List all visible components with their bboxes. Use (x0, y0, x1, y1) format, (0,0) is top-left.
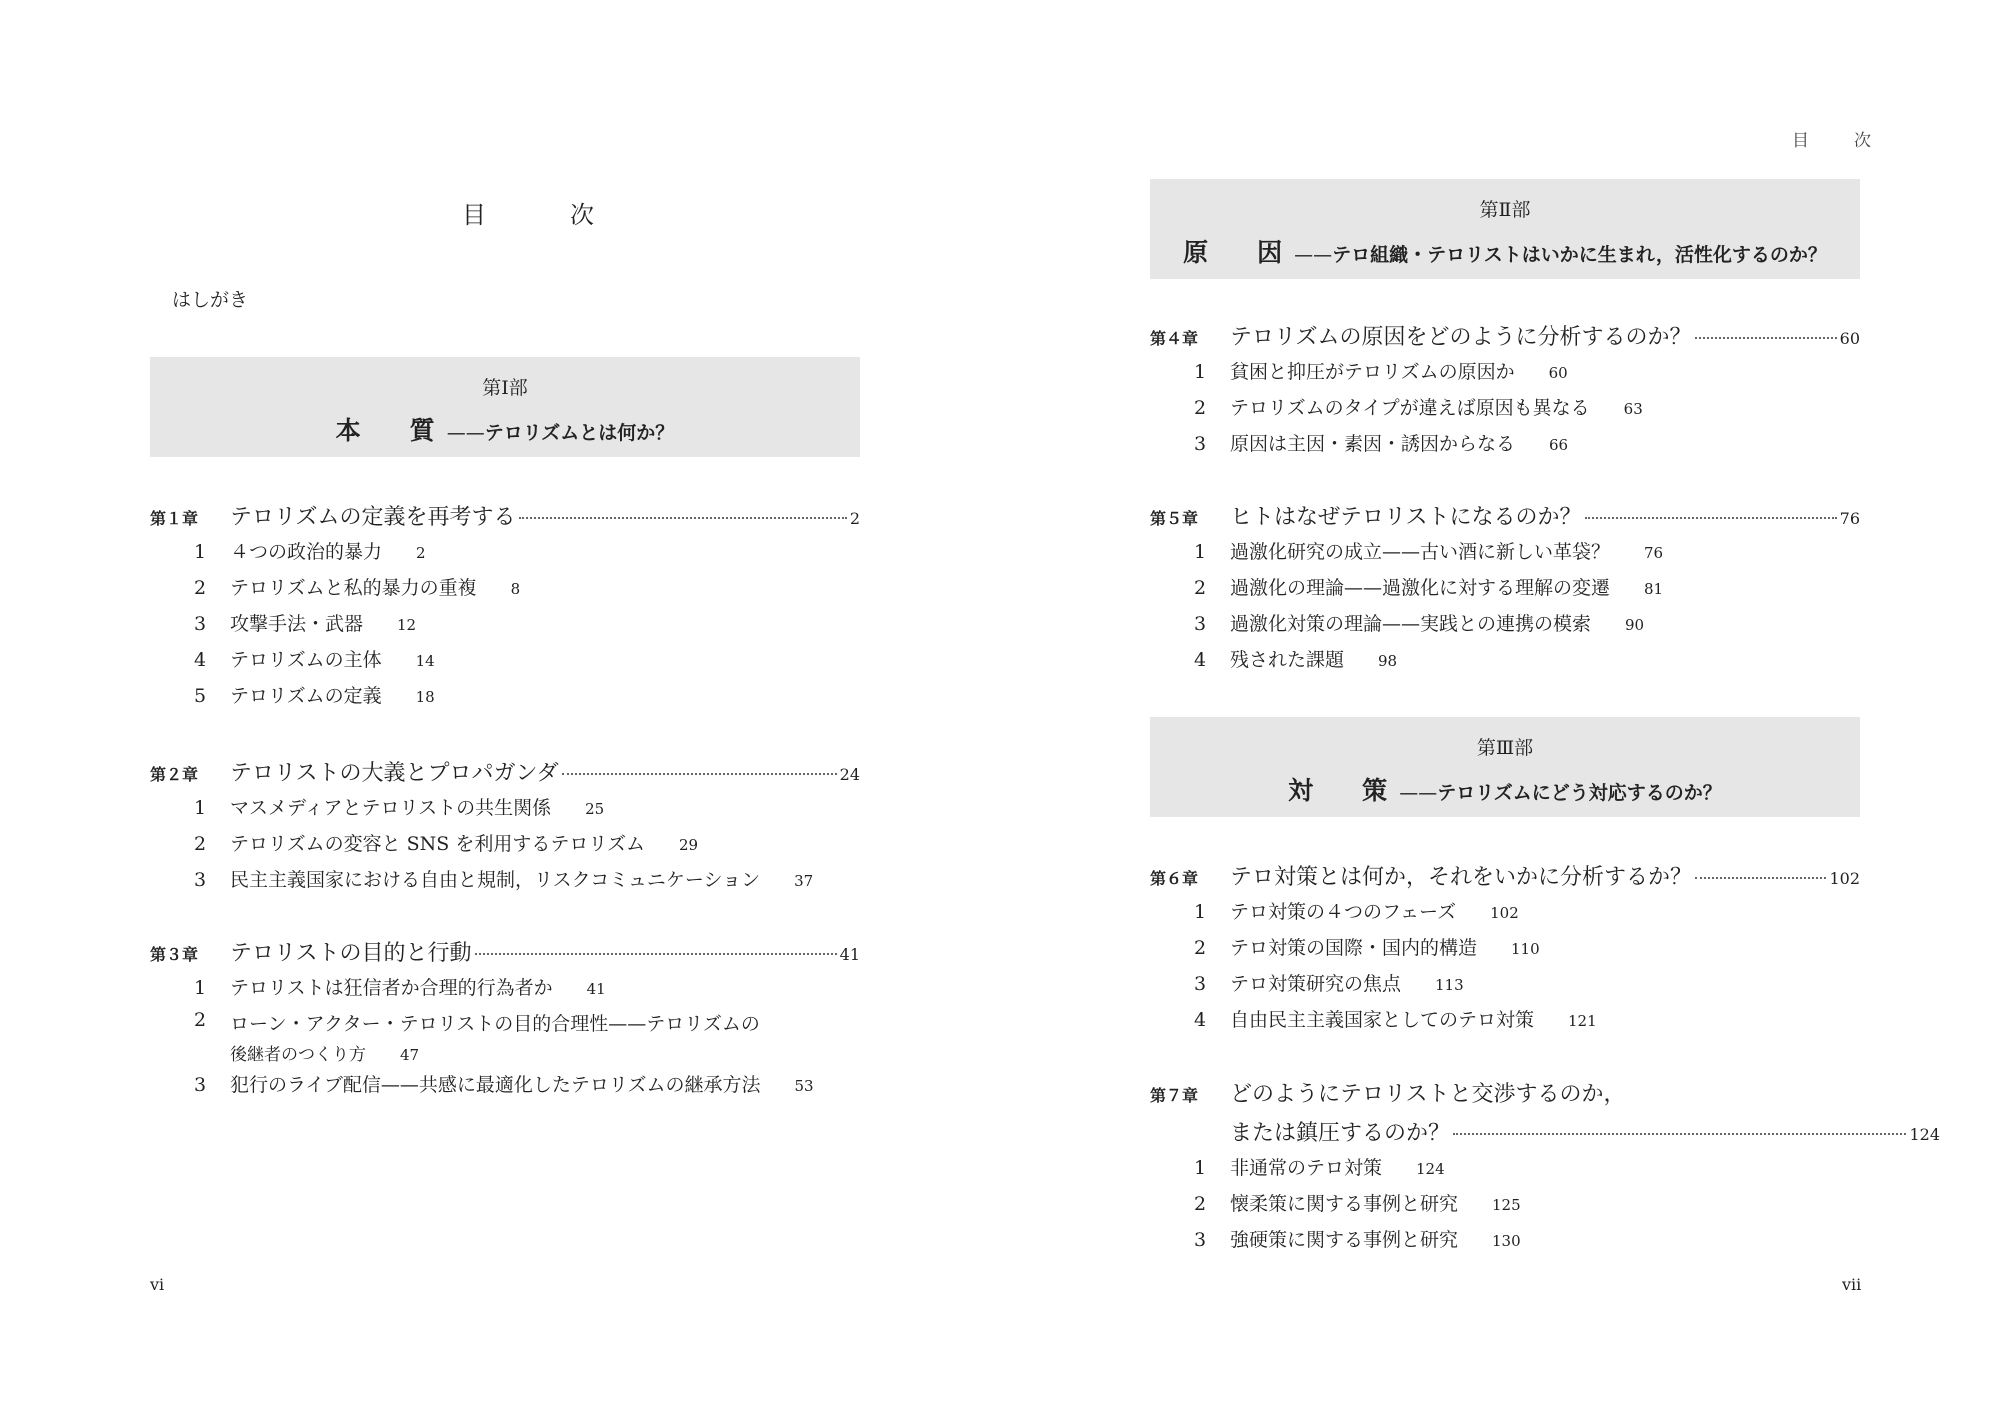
section-title: 攻撃手法・武器 (230, 613, 364, 635)
section-number: 3 (194, 869, 207, 891)
section-entry[interactable] (1150, 1153, 1940, 1189)
section-page: 29 (678, 836, 699, 854)
section-number: 1 (194, 797, 207, 819)
chapter-1 (150, 500, 860, 717)
part-subtitle: テロリズムにどう対応するのか？ (1437, 782, 1722, 804)
section-entry[interactable] (1150, 429, 1860, 465)
section-title: テロリズムの定義 (230, 685, 382, 707)
chapter-title: ヒトはなぜテロリストになるのか？ (1230, 505, 1582, 530)
section-page: 47 (400, 1046, 420, 1064)
section-entry[interactable] (150, 537, 860, 573)
section-number: 2 (194, 577, 207, 599)
section-number: 3 (1194, 433, 1207, 455)
chapter-heading[interactable] (150, 936, 860, 967)
part-number: 第Ⅱ部 (1479, 199, 1531, 221)
section-number: 1 (1194, 361, 1207, 383)
section-entry[interactable] (150, 645, 860, 681)
chapter-title: テロリストの目的と行動 (230, 941, 472, 966)
section-title: 残された課題 (1230, 649, 1345, 671)
section-title: テロ対策の４つのフェーズ (1230, 901, 1457, 923)
page-number: vii (1842, 1275, 1862, 1294)
section-page: 98 (1378, 652, 1398, 670)
chapter-title: テロ対策とは何か，それをいかに分析するか？ (1230, 865, 1693, 890)
section-number: 3 (1194, 1229, 1207, 1251)
section-page: 125 (1492, 1196, 1521, 1214)
section-page: 130 (1492, 1232, 1521, 1250)
section-title: テロリズムと私的暴力の重複 (230, 577, 477, 599)
section-number: 2 (1194, 397, 1207, 419)
chapter-title-continued: または鎮圧するのか？ (1230, 1121, 1451, 1146)
chapter-5 (1150, 500, 1860, 681)
chapter-label: 第５章 (1150, 509, 1199, 528)
part-subtitle: テロ組織・テロリストはいかに生まれ，活性化するのか？ (1332, 244, 1827, 266)
section-title: テロリズムの主体 (230, 649, 382, 671)
part-subtitle: テロリズムとは何か？ (484, 422, 675, 444)
section-title: 懐柔策に関する事例と研究 (1230, 1193, 1459, 1215)
leader-dots (562, 773, 837, 775)
section-number: 4 (194, 649, 207, 671)
section-number: 2 (1194, 1193, 1207, 1215)
part-2-header (1150, 179, 1860, 279)
section-page: 53 (794, 1077, 814, 1095)
leader-dots (1453, 1133, 1906, 1135)
section-number: 2 (194, 833, 207, 855)
section-page: 66 (1549, 436, 1569, 454)
chapter-label: 第２章 (150, 765, 199, 784)
chapter-title: テロリズムの原因をどのように分析するのか？ (1230, 325, 1692, 350)
section-page: 81 (1644, 580, 1664, 598)
section-entry[interactable] (1150, 645, 1860, 681)
section-page: 8 (510, 580, 521, 598)
section-entry[interactable] (150, 609, 860, 645)
section-title: 過激化研究の成立——古い酒に新しい革袋？ (1230, 541, 1611, 563)
section-number: 4 (1194, 1009, 1207, 1031)
part-title (1150, 771, 1860, 807)
section-entry[interactable] (150, 573, 860, 609)
part-dash: —— (446, 422, 485, 444)
chapter-label: 第７章 (1150, 1086, 1199, 1105)
section-title: 強硬策に関する事例と研究 (1230, 1229, 1459, 1251)
section-entry[interactable] (1150, 897, 1860, 933)
section-number: 5 (194, 685, 207, 707)
chapter-7 (1150, 1077, 1940, 1261)
chapter-6 (1150, 860, 1860, 1041)
chapter-label: 第１章 (150, 509, 199, 528)
toc-title: 目 次 (462, 201, 624, 229)
part-title (1150, 233, 1860, 269)
section-entry[interactable] (150, 865, 860, 901)
section-title: 過激化対策の理論——実践との連携の模索 (1230, 613, 1592, 635)
section-entry[interactable] (1150, 1189, 1940, 1225)
chapter-3 (150, 936, 860, 1106)
section-entry[interactable] (150, 973, 860, 1009)
chapter-title: どのようにテロリストと交渉するのか， (1230, 1082, 1626, 1107)
part-1-header (150, 357, 860, 457)
section-number: 1 (1194, 901, 1207, 923)
section-entry[interactable] (1150, 1005, 1860, 1041)
section-number: 1 (1194, 1157, 1207, 1179)
part-title (150, 411, 860, 447)
section-page: 41 (586, 980, 606, 998)
part-3-header (1150, 717, 1860, 817)
chapter-heading-line2[interactable] (1150, 1116, 1940, 1147)
section-title: テロ対策研究の焦点 (1230, 973, 1402, 995)
section-page: 14 (415, 652, 435, 670)
section-title: マスメディアとテロリストの共生関係 (230, 797, 552, 819)
leader-dots (1695, 877, 1826, 879)
part-dash: —— (1294, 244, 1333, 266)
section-title: 自由民主主義国家としてのテロ対策 (1230, 1009, 1535, 1031)
section-title: 過激化の理論——過激化に対する理解の変遷 (1230, 577, 1611, 599)
section-number: 3 (194, 1074, 207, 1096)
right-page (1000, 0, 2000, 1414)
chapter-heading[interactable] (150, 500, 860, 531)
section-number: 3 (194, 613, 207, 635)
section-page: 18 (415, 688, 435, 706)
chapter-heading[interactable] (1150, 500, 1860, 531)
section-title: 民主主義国家における自由と規制，リスクコミュニケーション (230, 869, 761, 891)
chapter-heading-line1[interactable] (1150, 1077, 1860, 1108)
page-number: vi (150, 1275, 165, 1294)
section-page: 2 (416, 544, 426, 562)
section-entry[interactable] (1150, 393, 1860, 429)
chapter-page: 102 (1829, 869, 1860, 888)
section-title: 原因は主因・素因・誘因からなる (1230, 433, 1516, 455)
section-page: 90 (1625, 616, 1645, 634)
section-entry[interactable] (150, 681, 860, 717)
chapter-label: 第６章 (1150, 869, 1199, 888)
section-number: 2 (194, 1009, 207, 1031)
chapter-heading[interactable] (150, 756, 860, 787)
section-number: 4 (1194, 649, 1207, 671)
leader-dots (1585, 517, 1837, 519)
section-title: 犯行のライブ配信——共感に最適化したテロリズムの継承方法 (230, 1074, 761, 1096)
leader-dots (475, 953, 837, 955)
chapter-heading[interactable] (1150, 860, 1860, 891)
section-entry[interactable] (1150, 537, 1860, 573)
chapter-page: 41 (839, 945, 860, 964)
part-number: 第Ⅰ部 (482, 377, 528, 399)
section-number: 2 (1194, 937, 1207, 959)
preface-entry[interactable]: はしがき (172, 289, 249, 311)
section-entry[interactable] (1150, 969, 1860, 1005)
section-page: 60 (1548, 364, 1568, 382)
chapter-title: テロリストの大義とプロパガンダ (230, 761, 559, 786)
section-number: 3 (1194, 613, 1207, 635)
chapter-heading[interactable] (1150, 320, 1860, 351)
section-page: 124 (1416, 1160, 1445, 1178)
section-entry[interactable] (1150, 1225, 1940, 1261)
section-entry[interactable] (150, 829, 860, 865)
section-title: テロ対策の国際・国内的構造 (1230, 937, 1478, 959)
leader-dots (519, 517, 847, 519)
running-head: 目 次 (1792, 131, 1885, 151)
section-page: 113 (1435, 976, 1464, 994)
chapter-page: 2 (849, 509, 860, 528)
part-kanji: 本 質 (335, 416, 447, 445)
section-entry[interactable] (150, 1070, 860, 1106)
part-number: 第Ⅲ部 (1476, 737, 1534, 759)
section-entry[interactable] (150, 793, 860, 829)
chapter-page: 124 (1909, 1125, 1940, 1144)
section-title: テロリズムの変容と SNS を利用するテロリズム (230, 833, 645, 855)
section-title: ４つの政治的暴力 (230, 541, 383, 563)
section-number: 1 (194, 541, 207, 563)
section-title: テロリズムのタイプが違えば原因も異なる (1230, 397, 1590, 419)
chapter-page: 24 (839, 765, 860, 784)
section-entry[interactable] (1150, 357, 1860, 393)
chapter-2 (150, 756, 860, 901)
chapter-page: 60 (1839, 329, 1860, 348)
section-page: 102 (1490, 904, 1519, 922)
section-page: 37 (794, 872, 814, 890)
section-title: テロリストは狂信者か合理的行為者か (230, 977, 553, 999)
leader-dots (1695, 337, 1837, 339)
section-entry[interactable] (1150, 933, 1860, 969)
chapter-label: 第４章 (1150, 329, 1199, 348)
chapter-label: 第３章 (150, 945, 199, 964)
section-entry[interactable] (150, 1009, 860, 1070)
section-page: 76 (1644, 544, 1664, 562)
section-number: 1 (1194, 541, 1207, 563)
section-title: 貧困と抑圧がテロリズムの原因か (1230, 361, 1515, 383)
section-page: 110 (1511, 940, 1540, 958)
part-kanji: 原 因 (1183, 238, 1295, 267)
section-page: 63 (1623, 400, 1643, 418)
part-kanji: 対 策 (1288, 776, 1400, 805)
chapter-page: 76 (1839, 509, 1860, 528)
section-number: 1 (194, 977, 207, 999)
section-entry[interactable] (1150, 609, 1860, 645)
section-page: 12 (397, 616, 417, 634)
section-page: 25 (585, 800, 605, 818)
section-number: 3 (1194, 973, 1207, 995)
section-number: 2 (1194, 577, 1207, 599)
chapter-title: テロリズムの定義を再考する (230, 505, 516, 530)
part-dash: —— (1399, 782, 1438, 804)
section-entry[interactable] (1150, 573, 1860, 609)
section-page: 121 (1568, 1012, 1597, 1030)
section-title: 非通常のテロ対策 (1230, 1157, 1383, 1179)
section-title: ローン・アクター・テロリストの目的合理性——テロリズムの (230, 1013, 760, 1035)
chapter-4 (1150, 320, 1860, 465)
section-title-continued: 後継者のつくり方 (230, 1045, 366, 1065)
